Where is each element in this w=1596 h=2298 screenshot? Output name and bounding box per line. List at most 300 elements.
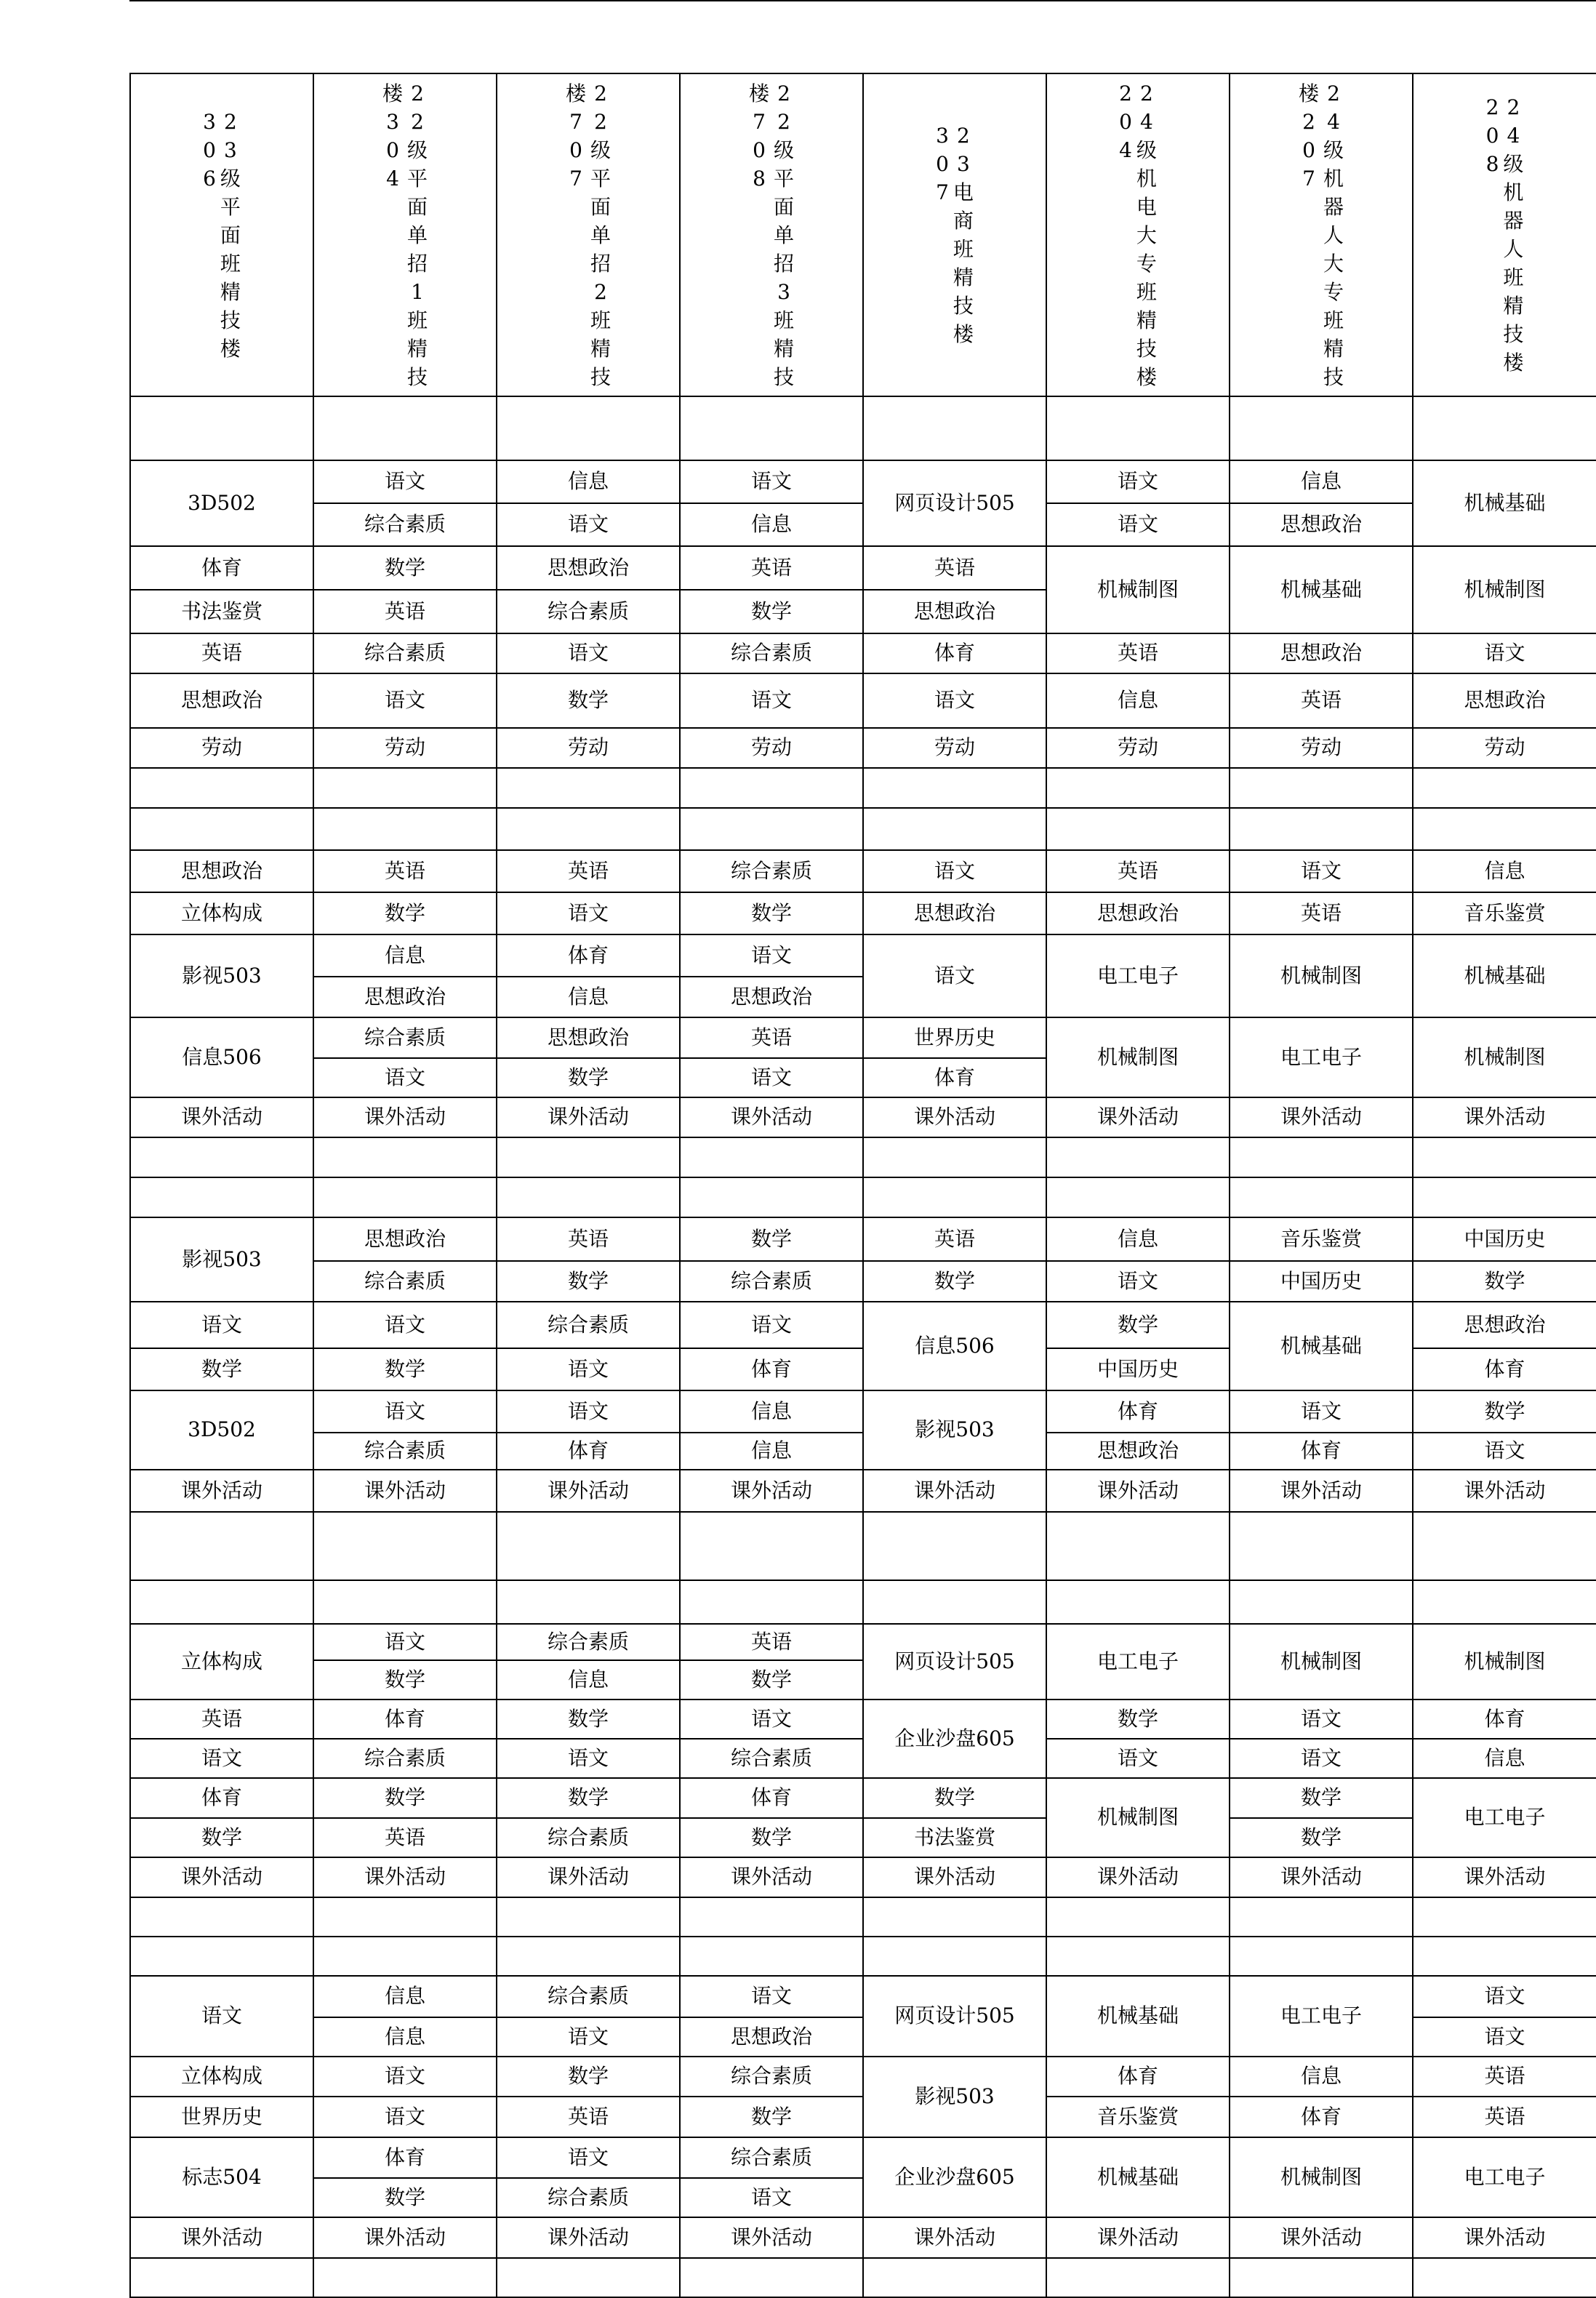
lesson-cell: 信息	[313, 2017, 497, 2057]
lesson-cell: 数学	[680, 1818, 863, 1857]
lesson-cell: 语文	[1230, 1390, 1413, 1433]
lesson-cell: 数学	[313, 892, 497, 934]
lesson-cell: 音乐鉴赏	[1413, 892, 1596, 934]
lesson-cell: 体育	[863, 633, 1046, 673]
schedule-row	[130, 892, 1596, 934]
class-header-1	[130, 73, 313, 396]
class-header-line: 2 3 电 商 班 精 技 楼	[953, 124, 974, 346]
lesson-cell: 立体构成	[130, 1624, 313, 1700]
schedule-row	[130, 1217, 1596, 1261]
lesson-cell: 英语	[680, 1624, 863, 1660]
empty-cell	[680, 1137, 863, 1177]
lesson-cell: 数学	[1046, 1700, 1230, 1739]
lesson-cell: 劳动	[680, 728, 863, 768]
lesson-cell: 课外活动	[130, 1097, 313, 1137]
lesson-cell: 体育	[1413, 1348, 1596, 1390]
lesson-cell: 英语	[497, 1217, 680, 1261]
lesson-cell: 语文	[680, 460, 863, 503]
lesson-cell: 数学	[1413, 1261, 1596, 1302]
lesson-cell: 体育	[680, 1348, 863, 1390]
lesson-cell: 立体构成	[130, 892, 313, 934]
empty-cell	[1046, 2258, 1230, 2297]
lesson-cell: 课外活动	[130, 1470, 313, 1512]
schedule-row	[130, 850, 1596, 892]
lesson-cell: 数学	[313, 1660, 497, 1700]
lesson-cell: 英语	[863, 546, 1046, 590]
lesson-cell: 电工电子	[1413, 1778, 1596, 1857]
empty-cell	[130, 396, 313, 460]
lesson-cell: 数学	[313, 1348, 497, 1390]
lesson-cell: 体育	[1046, 1390, 1230, 1433]
lesson-cell: 数学	[680, 1217, 863, 1261]
empty-cell	[130, 1580, 313, 1624]
lesson-cell: 综合素质	[313, 633, 497, 673]
lesson-cell: 英语	[313, 850, 497, 892]
empty-cell	[1413, 1897, 1596, 1937]
lesson-cell: 综合素质	[497, 1976, 680, 2017]
lesson-cell: 体育	[680, 1778, 863, 1818]
lesson-cell: 信息	[497, 977, 680, 1017]
lesson-cell: 信息506	[863, 1302, 1046, 1390]
schedule-row	[130, 1897, 1596, 1937]
lesson-cell: 思想政治	[863, 590, 1046, 633]
lesson-cell: 课外活动	[1230, 2217, 1413, 2258]
lesson-cell: 课外活动	[1046, 2217, 1230, 2258]
schedule-row	[130, 1700, 1596, 1739]
empty-cell	[497, 1897, 680, 1937]
schedule-body	[130, 396, 1596, 2297]
empty-cell	[1046, 1937, 1230, 1976]
empty-cell	[680, 2258, 863, 2297]
lesson-cell: 3D502	[130, 1390, 313, 1470]
class-header-line: 楼 7 0 8	[748, 81, 769, 191]
lesson-cell: 英语	[130, 633, 313, 673]
lesson-cell: 电工电子	[1230, 1017, 1413, 1097]
lesson-cell: 网页设计505	[863, 1624, 1046, 1700]
lesson-cell: 语文	[313, 1390, 497, 1433]
lesson-cell: 语文	[1046, 1739, 1230, 1778]
empty-cell	[863, 1937, 1046, 1976]
lesson-cell: 语文	[680, 1302, 863, 1348]
lesson-cell: 语文	[313, 460, 497, 503]
empty-cell	[130, 2258, 313, 2297]
lesson-cell: 英语	[497, 2097, 680, 2137]
empty-cell	[1230, 396, 1413, 460]
lesson-cell: 课外活动	[497, 1470, 680, 1512]
empty-cell	[1230, 1580, 1413, 1624]
lesson-cell: 英语	[680, 546, 863, 590]
empty-cell	[313, 768, 497, 808]
lesson-cell: 信息	[1046, 1217, 1230, 1261]
empty-cell	[497, 396, 680, 460]
header-row	[130, 73, 1596, 396]
lesson-cell: 信息506	[130, 1017, 313, 1097]
lesson-cell: 数学	[1230, 1778, 1413, 1818]
lesson-cell: 机械制图	[1046, 546, 1230, 633]
lesson-cell: 世界历史	[863, 1017, 1046, 1058]
empty-cell	[313, 808, 497, 850]
empty-cell	[313, 1937, 497, 1976]
schedule-row	[130, 2217, 1596, 2258]
class-header-label	[566, 79, 611, 391]
lesson-cell: 英语	[313, 590, 497, 633]
lesson-cell: 课外活动	[313, 1097, 497, 1137]
lesson-cell: 电工电子	[1046, 1624, 1230, 1700]
lesson-cell: 课外活动	[497, 1857, 680, 1897]
lesson-cell: 网页设计505	[863, 1976, 1046, 2057]
schedule-row	[130, 1624, 1596, 1660]
empty-cell	[1230, 1937, 1413, 1976]
lesson-cell: 体育	[313, 1700, 497, 1739]
class-header-8	[1413, 73, 1596, 396]
lesson-cell: 中国历史	[1413, 1217, 1596, 1261]
class-header-line: 楼 2 0 7	[1298, 81, 1319, 191]
schedule-row	[130, 1937, 1596, 1976]
lesson-cell: 综合素质	[497, 1624, 680, 1660]
empty-cell	[680, 1937, 863, 1976]
lesson-cell: 语文	[1413, 1433, 1596, 1470]
lesson-cell: 体育	[1230, 1433, 1413, 1470]
empty-cell	[1230, 768, 1413, 808]
lesson-cell: 英语	[1230, 892, 1413, 934]
lesson-cell: 影视503	[130, 934, 313, 1017]
lesson-cell: 课外活动	[680, 1470, 863, 1512]
lesson-cell: 课外活动	[497, 1097, 680, 1137]
class-header-line: 楼 3 0 4	[382, 81, 403, 191]
lesson-cell: 语文	[680, 673, 863, 728]
lesson-cell: 语文	[497, 633, 680, 673]
lesson-cell: 机械基础	[1230, 1302, 1413, 1390]
lesson-cell: 课外活动	[863, 1470, 1046, 1512]
empty-cell	[130, 1512, 313, 1580]
lesson-cell: 机械基础	[1046, 1976, 1230, 2057]
empty-cell	[863, 1177, 1046, 1217]
class-header-5	[863, 73, 1046, 396]
lesson-cell: 综合素质	[680, 633, 863, 673]
class-header-line: 2 2 级 平 面 单 招 2 班 精 技	[590, 81, 611, 389]
class-header-label	[203, 108, 241, 363]
lesson-cell: 课外活动	[863, 1097, 1046, 1137]
class-header-line: 2 0 4	[1119, 81, 1132, 162]
empty-cell	[130, 768, 313, 808]
lesson-cell: 思想政治	[680, 2017, 863, 2057]
lesson-cell: 机械制图	[1230, 934, 1413, 1017]
lesson-cell: 劳动	[863, 728, 1046, 768]
lesson-cell: 中国历史	[1046, 1348, 1230, 1390]
lesson-cell: 语文	[1046, 1261, 1230, 1302]
lesson-cell: 数学	[680, 590, 863, 633]
lesson-cell: 语文	[497, 2137, 680, 2178]
empty-cell	[1046, 1137, 1230, 1177]
lesson-cell: 体育	[130, 1778, 313, 1818]
empty-cell	[1413, 396, 1596, 460]
class-header-7	[1230, 73, 1413, 396]
lesson-cell: 信息	[680, 1433, 863, 1470]
lesson-cell: 音乐鉴赏	[1046, 2097, 1230, 2137]
lesson-cell: 劳动	[130, 728, 313, 768]
lesson-cell: 英语	[1413, 2097, 1596, 2137]
lesson-cell: 综合素质	[313, 503, 497, 546]
lesson-cell: 课外活动	[1230, 1857, 1413, 1897]
class-header-label	[749, 79, 794, 391]
empty-cell	[1413, 1137, 1596, 1177]
lesson-cell: 英语	[1046, 633, 1230, 673]
lesson-cell: 综合素质	[313, 1739, 497, 1778]
schedule-row	[130, 2258, 1596, 2297]
lesson-cell: 综合素质	[680, 2137, 863, 2178]
schedule-row	[130, 2137, 1596, 2178]
lesson-cell: 体育	[1046, 2057, 1230, 2097]
lesson-cell: 课外活动	[1230, 1470, 1413, 1512]
lesson-cell: 体育	[497, 1433, 680, 1470]
schedule-row	[130, 1390, 1596, 1433]
lesson-cell: 数学	[863, 1261, 1046, 1302]
lesson-cell: 思想政治	[863, 892, 1046, 934]
schedule-row	[130, 1177, 1596, 1217]
lesson-cell: 数学	[497, 2057, 680, 2097]
lesson-cell: 课外活动	[497, 2217, 680, 2258]
schedule-row	[130, 673, 1596, 728]
lesson-cell: 信息	[313, 934, 497, 977]
schedule-row	[130, 1512, 1596, 1580]
schedule-row	[130, 1261, 1596, 1302]
empty-cell	[130, 1897, 313, 1937]
lesson-cell: 体育	[863, 1058, 1046, 1097]
lesson-cell: 书法鉴赏	[863, 1818, 1046, 1857]
lesson-cell: 企业沙盘605	[863, 1700, 1046, 1778]
lesson-cell: 标志504	[130, 2137, 313, 2217]
lesson-cell: 世界历史	[130, 2097, 313, 2137]
class-header-line: 2 3 级 平 面 班 精 技 楼	[220, 109, 241, 361]
empty-cell	[680, 1177, 863, 1217]
lesson-cell: 机械制图	[1413, 1624, 1596, 1700]
lesson-cell: 课外活动	[313, 1470, 497, 1512]
lesson-cell: 综合素质	[497, 590, 680, 633]
lesson-cell: 机械制图	[1413, 546, 1596, 633]
empty-cell	[1413, 808, 1596, 850]
schedule-row	[130, 1857, 1596, 1897]
empty-cell	[497, 1137, 680, 1177]
lesson-cell: 思想政治	[1413, 1302, 1596, 1348]
class-header-line: 楼 7 0 7	[565, 81, 586, 191]
lesson-cell: 数学	[313, 546, 497, 590]
lesson-cell: 综合素质	[313, 1433, 497, 1470]
lesson-cell: 课外活动	[1413, 1470, 1596, 1512]
lesson-cell: 课外活动	[1046, 1097, 1230, 1137]
class-header-label	[1119, 79, 1157, 391]
lesson-cell: 体育	[313, 2137, 497, 2178]
class-header-line: 3 0 6	[203, 109, 216, 191]
lesson-cell: 机械基础	[1230, 546, 1413, 633]
lesson-cell: 课外活动	[130, 1857, 313, 1897]
lesson-cell: 书法鉴赏	[130, 590, 313, 633]
lesson-cell: 综合素质	[680, 1739, 863, 1778]
class-header-label	[1486, 93, 1524, 377]
class-header-label	[1299, 79, 1344, 391]
empty-cell	[1413, 768, 1596, 808]
lesson-cell: 语文	[1413, 1976, 1596, 2017]
schedule-row	[130, 1470, 1596, 1512]
lesson-cell: 语文	[863, 673, 1046, 728]
lesson-cell: 课外活动	[1230, 1097, 1413, 1137]
empty-cell	[1230, 1512, 1413, 1580]
lesson-cell: 电工电子	[1230, 1976, 1413, 2057]
schedule-row	[130, 1017, 1596, 1058]
lesson-cell: 思想政治	[130, 850, 313, 892]
empty-cell	[497, 1177, 680, 1217]
lesson-cell: 机械制图	[1230, 2137, 1413, 2217]
empty-cell	[863, 396, 1046, 460]
empty-cell	[313, 396, 497, 460]
schedule-row	[130, 460, 1596, 503]
lesson-cell: 信息	[1230, 2057, 1413, 2097]
lesson-cell: 体育	[1230, 2097, 1413, 2137]
empty-cell	[313, 2258, 497, 2297]
lesson-cell: 思想政治	[1046, 892, 1230, 934]
lesson-cell: 信息	[1230, 460, 1413, 503]
empty-cell	[130, 1137, 313, 1177]
lesson-cell: 语文	[497, 1390, 680, 1433]
schedule-row	[130, 1778, 1596, 1818]
lesson-cell: 课外活动	[1046, 1857, 1230, 1897]
lesson-cell: 数学	[313, 1778, 497, 1818]
lesson-cell: 综合素质	[313, 1261, 497, 1302]
lesson-cell: 语文	[497, 2017, 680, 2057]
class-header-2	[313, 73, 497, 396]
lesson-cell: 思想政治	[1230, 503, 1413, 546]
lesson-cell: 信息	[1413, 1739, 1596, 1778]
lesson-cell: 劳动	[1230, 728, 1413, 768]
lesson-cell: 综合素质	[680, 2057, 863, 2097]
lesson-cell: 机械基础	[1413, 460, 1596, 546]
lesson-cell: 课外活动	[863, 1857, 1046, 1897]
lesson-cell: 英语	[1046, 850, 1230, 892]
lesson-cell: 数学	[497, 673, 680, 728]
class-header-line: 2 2 级 平 面 单 招 1 班 精 技	[407, 81, 428, 389]
empty-cell	[863, 1897, 1046, 1937]
lesson-cell: 语文	[1046, 460, 1230, 503]
lesson-cell: 英语	[313, 1818, 497, 1857]
empty-cell	[1046, 808, 1230, 850]
class-header-4	[680, 73, 863, 396]
lesson-cell: 劳动	[1413, 728, 1596, 768]
empty-cell	[1046, 1897, 1230, 1937]
lesson-cell: 语文	[313, 2097, 497, 2137]
class-schedule-table	[129, 73, 1596, 2298]
schedule-row	[130, 1818, 1596, 1857]
empty-cell	[313, 1512, 497, 1580]
lesson-cell: 影视503	[863, 2057, 1046, 2137]
lesson-cell: 语文	[313, 673, 497, 728]
class-header-line: 2 4 级 机 电 大 专 班 精 技 楼	[1136, 81, 1157, 389]
empty-cell	[863, 808, 1046, 850]
schedule-row	[130, 633, 1596, 673]
empty-cell	[1046, 1512, 1230, 1580]
lesson-cell: 课外活动	[1413, 2217, 1596, 2258]
lesson-cell: 体育	[1413, 1700, 1596, 1739]
lesson-cell: 语文	[497, 892, 680, 934]
lesson-cell: 数学	[1230, 1818, 1413, 1857]
empty-cell	[1046, 396, 1230, 460]
schedule-row	[130, 1302, 1596, 1348]
empty-cell	[1046, 1580, 1230, 1624]
lesson-cell: 信息	[1046, 673, 1230, 728]
empty-cell	[680, 808, 863, 850]
empty-cell	[863, 2258, 1046, 2297]
lesson-cell: 信息	[497, 1660, 680, 1700]
lesson-cell: 课外活动	[680, 2217, 863, 2258]
lesson-cell: 机械制图	[1046, 1017, 1230, 1097]
lesson-cell: 信息	[313, 1976, 497, 2017]
lesson-cell: 综合素质	[680, 850, 863, 892]
lesson-cell: 课外活动	[1046, 1470, 1230, 1512]
lesson-cell: 劳动	[497, 728, 680, 768]
lesson-cell: 语文	[313, 1058, 497, 1097]
schedule-row	[130, 396, 1596, 460]
lesson-cell: 机械制图	[1230, 1624, 1413, 1700]
lesson-cell: 语文	[1413, 2017, 1596, 2057]
lesson-cell: 思想政治	[130, 673, 313, 728]
class-header-3	[497, 73, 680, 396]
schedule-row	[130, 1097, 1596, 1137]
lesson-cell: 课外活动	[863, 2217, 1046, 2258]
class-header-line: 3 0 7	[936, 124, 949, 204]
lesson-cell: 语文	[680, 2178, 863, 2217]
lesson-cell: 思想政治	[313, 977, 497, 1017]
empty-cell	[497, 1512, 680, 1580]
lesson-cell: 综合素质	[497, 1302, 680, 1348]
lesson-cell: 综合素质	[680, 1261, 863, 1302]
lesson-cell: 思想政治	[313, 1217, 497, 1261]
lesson-cell: 体育	[130, 546, 313, 590]
lesson-cell: 语文	[1046, 503, 1230, 546]
lesson-cell: 体育	[497, 934, 680, 977]
lesson-cell: 语文	[680, 1700, 863, 1739]
schedule-row	[130, 1976, 1596, 2017]
lesson-cell: 数学	[313, 2178, 497, 2217]
empty-cell	[1230, 808, 1413, 850]
lesson-cell: 语文	[1413, 633, 1596, 673]
lesson-cell: 数学	[130, 1818, 313, 1857]
lesson-cell: 语文	[680, 1058, 863, 1097]
lesson-cell: 英语	[1230, 673, 1413, 728]
empty-cell	[497, 808, 680, 850]
lesson-cell: 思想政治	[497, 546, 680, 590]
lesson-cell: 课外活动	[1413, 1097, 1596, 1137]
lesson-cell: 数学	[1046, 1302, 1230, 1348]
lesson-cell: 语文	[1230, 850, 1413, 892]
lesson-cell: 机械制图	[1413, 1017, 1596, 1097]
lesson-cell: 思想政治	[1413, 673, 1596, 728]
empty-cell	[680, 1512, 863, 1580]
class-header-line: 2 0 8	[1485, 95, 1499, 176]
lesson-cell: 语文	[497, 1348, 680, 1390]
lesson-cell: 英语	[680, 1017, 863, 1058]
lesson-cell: 语文	[497, 503, 680, 546]
empty-cell	[130, 1177, 313, 1217]
lesson-cell: 思想政治	[680, 977, 863, 1017]
lesson-cell: 综合素质	[313, 1017, 497, 1058]
lesson-cell: 语文	[1230, 1739, 1413, 1778]
empty-cell	[680, 396, 863, 460]
class-header-line: 2 2 级 平 面 单 招 3 班 精 技	[774, 81, 795, 389]
empty-cell	[497, 2258, 680, 2297]
empty-cell	[863, 1137, 1046, 1177]
empty-cell	[863, 768, 1046, 808]
lesson-cell: 信息	[1413, 850, 1596, 892]
lesson-cell: 数学	[497, 1261, 680, 1302]
lesson-cell: 网页设计505	[863, 460, 1046, 546]
